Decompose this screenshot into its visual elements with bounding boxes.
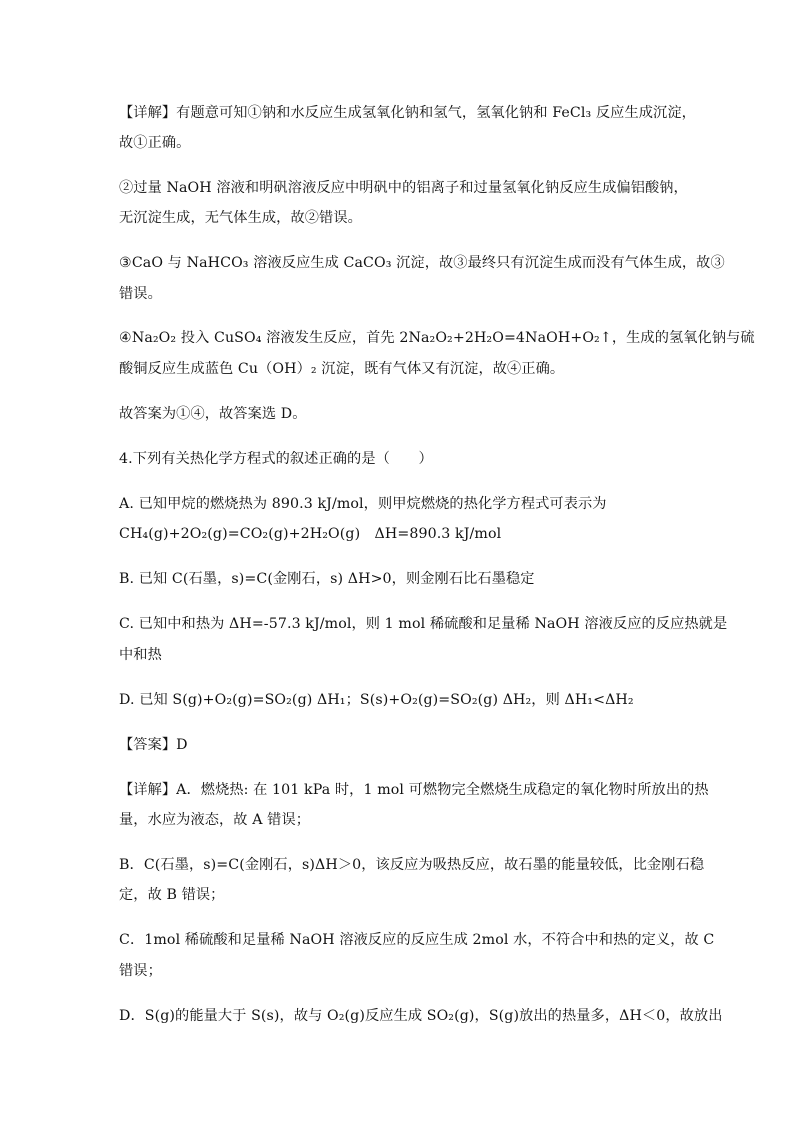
option-d: D. 已知 S(g)+O₂(g)=SO₂(g) ΔH₁；S(s)+O₂(g)=SO₂(g) ΔH₂，则 ΔH₁<ΔH₂ bbox=[119, 692, 634, 708]
explanation-line: 【详解】有题意可知①钠和水反应生成氢氧化钠和氢气，氢氧化钠和 FeCl₃ 反应生成沉淀， bbox=[119, 105, 696, 121]
explanation-line: ③CaO 与 NaHCO₃ 溶液反应生成 CaCO₃ 沉淀，故③最终只有沉淀生成而没有气体生成，故③ bbox=[119, 255, 725, 271]
conclusion-line: 故答案为①④，故答案选 D。 bbox=[119, 406, 307, 422]
option-a: A. 已知甲烷的燃烧热为 890.3 kJ/mol，则甲烷燃烧的热化学方程式可表示为 bbox=[119, 496, 607, 512]
option-b: B. 已知 C(石墨，s)=C(金刚石，s) ΔH>0，则金刚石比石墨稳定 bbox=[119, 571, 535, 587]
detail-line: 错误； bbox=[119, 963, 162, 979]
detail-line: 量，水应为液态，故 A 错误； bbox=[119, 812, 311, 828]
detail-line: C．1mol 稀硫酸和足量稀 NaOH 溶液反应的反应生成 2mol 水，不符合中和热的定义，故 C bbox=[119, 932, 715, 948]
detail-line: 定，故 B 错误； bbox=[119, 887, 225, 903]
detail-line: D．S(g)的能量大于 S(s)，故与 O₂(g)反应生成 SO₂(g)，S(g)放出的热量多，ΔH＜0，故放出 bbox=[119, 1008, 723, 1024]
detail-line: B．C(石墨，s)=C(金刚石，s)ΔH＞0，该反应为吸热反应，故石墨的能量较低，比金刚石稳 bbox=[119, 857, 705, 873]
answer-line: 【答案】D bbox=[119, 737, 188, 753]
explanation-line: 酸铜反应生成蓝色 Cu（OH）₂ 沉淀，既有气体又有沉淀，故④正确。 bbox=[119, 361, 565, 377]
explanation-line: 无沉淀生成，无气体生成，故②错误。 bbox=[119, 210, 362, 226]
option-c: 中和热 bbox=[119, 647, 162, 663]
explanation-line: ②过量 NaOH 溶液和明矾溶液反应中明矾中的铝离子和过量氢氧化钠反应生成偏铝酸钠， bbox=[119, 180, 688, 196]
option-c: C. 已知中和热为 ΔH=-57.3 kJ/mol，则 1 mol 稀硫酸和足量稀 NaOH 溶液反应的反应热就是 bbox=[119, 616, 728, 632]
explanation-line: 故①正确。 bbox=[119, 135, 191, 151]
explanation-line: 错误。 bbox=[119, 286, 162, 302]
explanation-line: ④Na₂O₂ 投入 CuSO₄ 溶液发生反应，首先 2Na₂O₂+2H₂O=4NaOH+O₂↑，生成的氢氧化钠与硫 bbox=[119, 330, 755, 346]
option-a-equation: CH₄(g)+2O₂(g)=CO₂(g)+2H₂O(g) ΔH=890.3 kJ/mol bbox=[119, 526, 502, 542]
detail-line: 【详解】A．燃烧热: 在 101 kPa 时，1 mol 可燃物完全燃烧生成稳定的氧化物时所放出的热 bbox=[119, 782, 709, 798]
question-stem: 4.下列有关热化学方程式的叙述正确的是（ ） bbox=[119, 451, 433, 467]
